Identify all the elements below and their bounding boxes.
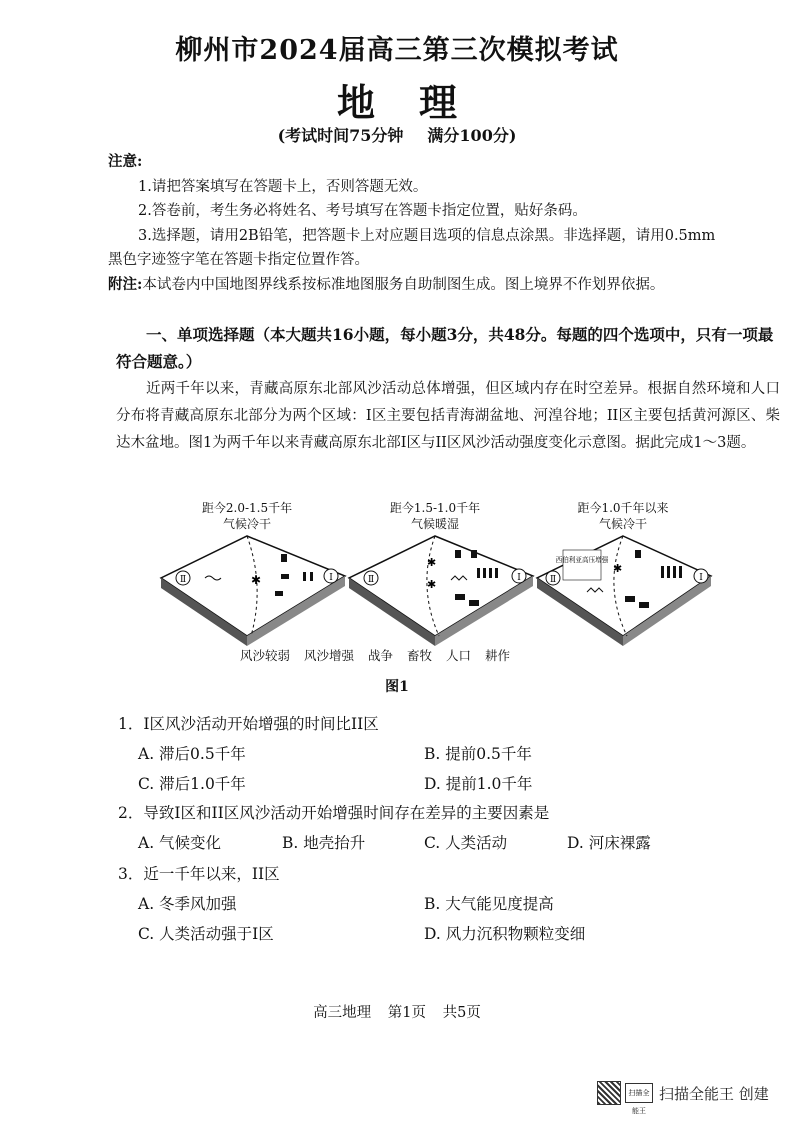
figure-panel-3 bbox=[537, 500, 711, 646]
panel-3-livestock-icon bbox=[625, 596, 635, 602]
scanner-logo-text: 扫描全能王 bbox=[628, 1089, 650, 1115]
panel-3-people-icon bbox=[673, 566, 676, 578]
panel-1-period: 距今2.0-1.5千年 bbox=[201, 501, 293, 515]
note-item-2: 2.答卷前，考生务必将姓名、考号填写在答题卡指定位置，贴好条码。 bbox=[138, 203, 587, 219]
figure-caption: 图1 bbox=[385, 679, 409, 695]
scanner-watermark bbox=[597, 1078, 769, 1115]
question-2-option-b: B. 地壳抬升 bbox=[282, 834, 366, 852]
question-1-option-a: A. 滞后0.5千年 bbox=[138, 745, 246, 763]
exam-info bbox=[0, 123, 794, 146]
subject-title bbox=[0, 72, 794, 127]
question-1-stem: 1．I区风沙活动开始增强的时间比II区 bbox=[118, 715, 379, 733]
panel-2-livestock-icon bbox=[469, 600, 479, 606]
legend-farming: 耕作 bbox=[485, 648, 511, 663]
question-3-stem: 3．近一千年以来，II区 bbox=[118, 865, 280, 883]
note-item-1: 1.请把答案填写在答题卡上，否则答题无效。 bbox=[138, 178, 428, 195]
panel-1-farming-icon bbox=[281, 554, 287, 562]
siberian-high-annotation: 西伯利亚高压增强 bbox=[555, 556, 609, 564]
panel-2-people-icon bbox=[495, 568, 498, 578]
legend-war: 战争 bbox=[368, 648, 394, 663]
panel-2-plate bbox=[349, 536, 533, 636]
panel-3-people-icon bbox=[661, 566, 664, 578]
appendix-text: 本试卷内中国地图界线系按标准地图服务自助制图生成。图上境界不作划界依据。 bbox=[142, 276, 665, 293]
panel-2-climate: 气候暖湿 bbox=[410, 517, 460, 531]
panel-2-livestock-icon bbox=[455, 594, 465, 600]
panel-2-farming-icon bbox=[471, 550, 477, 558]
appendix-heading: 附注: bbox=[108, 275, 143, 293]
question-1-option-c: C. 滞后1.0千年 bbox=[138, 775, 246, 793]
panel-3-war-icon: ✱ bbox=[613, 562, 623, 575]
figure-panel-2 bbox=[349, 500, 533, 646]
subject-char-1: 地 bbox=[336, 80, 375, 125]
qr-code-icon bbox=[597, 1081, 621, 1105]
legend-weak-sand: 风沙较弱 bbox=[240, 648, 291, 663]
panel-1-war-icon: ✱ bbox=[251, 573, 262, 587]
question-1-option-b: B. 提前0.5千年 bbox=[424, 745, 532, 763]
panel-1-people-icon bbox=[310, 572, 313, 581]
exam-title: 柳州市2024届高三第三次模拟考试 bbox=[175, 35, 619, 66]
panel-3-people-icon bbox=[679, 566, 682, 578]
legend-strong-sand: 风沙增强 bbox=[304, 648, 355, 663]
section-heading: 一、单项选择题（本大题共16小题，每小题3分，共48分。每题的四个选项中，只有一项最符合题意。） bbox=[116, 325, 774, 371]
panel-3-zone-1-label: Ⅰ bbox=[699, 573, 703, 583]
panel-3-zone-2-label: Ⅱ bbox=[549, 575, 557, 585]
question-2-stem: 2．导致I区和II区风沙活动开始增强时间存在差异的主要因素是 bbox=[118, 804, 550, 822]
watermark-text: 扫描全能王 创建 bbox=[659, 1084, 769, 1103]
footer-total: 共5页 bbox=[442, 1005, 481, 1021]
panel-2-people-icon bbox=[477, 568, 480, 578]
footer-subject: 高三地理 bbox=[313, 1005, 372, 1021]
footer-page: 第1页 bbox=[387, 1005, 426, 1021]
panel-1-livestock-icon bbox=[281, 574, 289, 579]
panel-2-period: 距今1.5-1.0千年 bbox=[389, 501, 481, 515]
page-footer bbox=[0, 1001, 794, 1022]
legend-livestock: 畜牧 bbox=[407, 648, 433, 663]
panel-3-period: 距今1.0千年以来 bbox=[577, 501, 669, 515]
panel-1-zone-2-label: Ⅱ bbox=[179, 575, 187, 585]
panel-2-zone-2-label: Ⅱ bbox=[367, 575, 375, 585]
panel-2-people-icon bbox=[483, 568, 486, 578]
question-2-option-a: A. 气候变化 bbox=[138, 834, 222, 852]
question-3-option-d: D. 风力沉积物颗粒变细 bbox=[424, 925, 586, 943]
figure-panel-1 bbox=[161, 500, 345, 646]
panel-3-farming-icon bbox=[635, 550, 641, 558]
panel-2-war-icon: ✱ bbox=[427, 556, 437, 569]
question-1-option-d: D. 提前1.0千年 bbox=[424, 775, 533, 793]
panel-1-zone-1-label: Ⅰ bbox=[329, 573, 333, 583]
siberian-high-box bbox=[563, 550, 601, 580]
exam-time: (考试时间75分钟 bbox=[277, 126, 404, 145]
panel-2-zone-1-label: Ⅰ bbox=[517, 573, 521, 583]
note-item-3: 3.选择题，请用2B铅笔，把答题卡上对应题目选项的信息点涂黑。非选择题，请用0.5mm bbox=[138, 227, 716, 244]
question-3-option-a: A. 冬季风加强 bbox=[138, 895, 237, 913]
panel-3-people-icon bbox=[667, 566, 670, 578]
exam-score: 满分100分) bbox=[427, 126, 517, 145]
figure-1-diagram bbox=[155, 496, 715, 696]
panel-2-war-icon: ✱ bbox=[427, 578, 437, 591]
panel-1-livestock-icon bbox=[275, 591, 283, 596]
note-item-3-cont: 黑色字迹签字笔在答题卡指定位置作答。 bbox=[108, 252, 369, 268]
panel-1-climate: 气候冷干 bbox=[222, 517, 272, 531]
panel-3-livestock-icon bbox=[639, 602, 649, 608]
question-passage: 近两千年以来，青藏高原东北部风沙活动总体增强，但区域内存在时空差异。根据自然环境和人口分布将青藏高原东北部分为两个区域：I区主要包括青海湖盆地、河湟谷地；II区主要包括黄河源区、柴达木盆地。图1为两千年以来青藏高原东北部I区与II区风沙活动强度变化示意图。据此完成1～3题。 bbox=[116, 381, 780, 451]
subject-char-2: 理 bbox=[419, 80, 458, 125]
appendix-note bbox=[108, 273, 776, 298]
notes-heading: 注意: bbox=[108, 153, 143, 170]
figure-legend bbox=[240, 646, 660, 664]
question-3-option-b: B. 大气能见度提高 bbox=[424, 895, 554, 913]
question-2-option-d: D. 河床裸露 bbox=[567, 834, 651, 852]
panel-2-people-icon bbox=[489, 568, 492, 578]
scanner-logo-icon bbox=[625, 1083, 653, 1115]
panel-2-farming-icon bbox=[455, 550, 461, 558]
question-2-option-c: C. 人类活动 bbox=[424, 834, 508, 852]
question-3-option-c: C. 人类活动强于I区 bbox=[138, 925, 274, 943]
panel-1-people-icon bbox=[303, 572, 306, 581]
panel-3-climate: 气候冷干 bbox=[598, 517, 648, 531]
legend-population: 人口 bbox=[446, 648, 472, 663]
notes-block bbox=[108, 150, 776, 297]
